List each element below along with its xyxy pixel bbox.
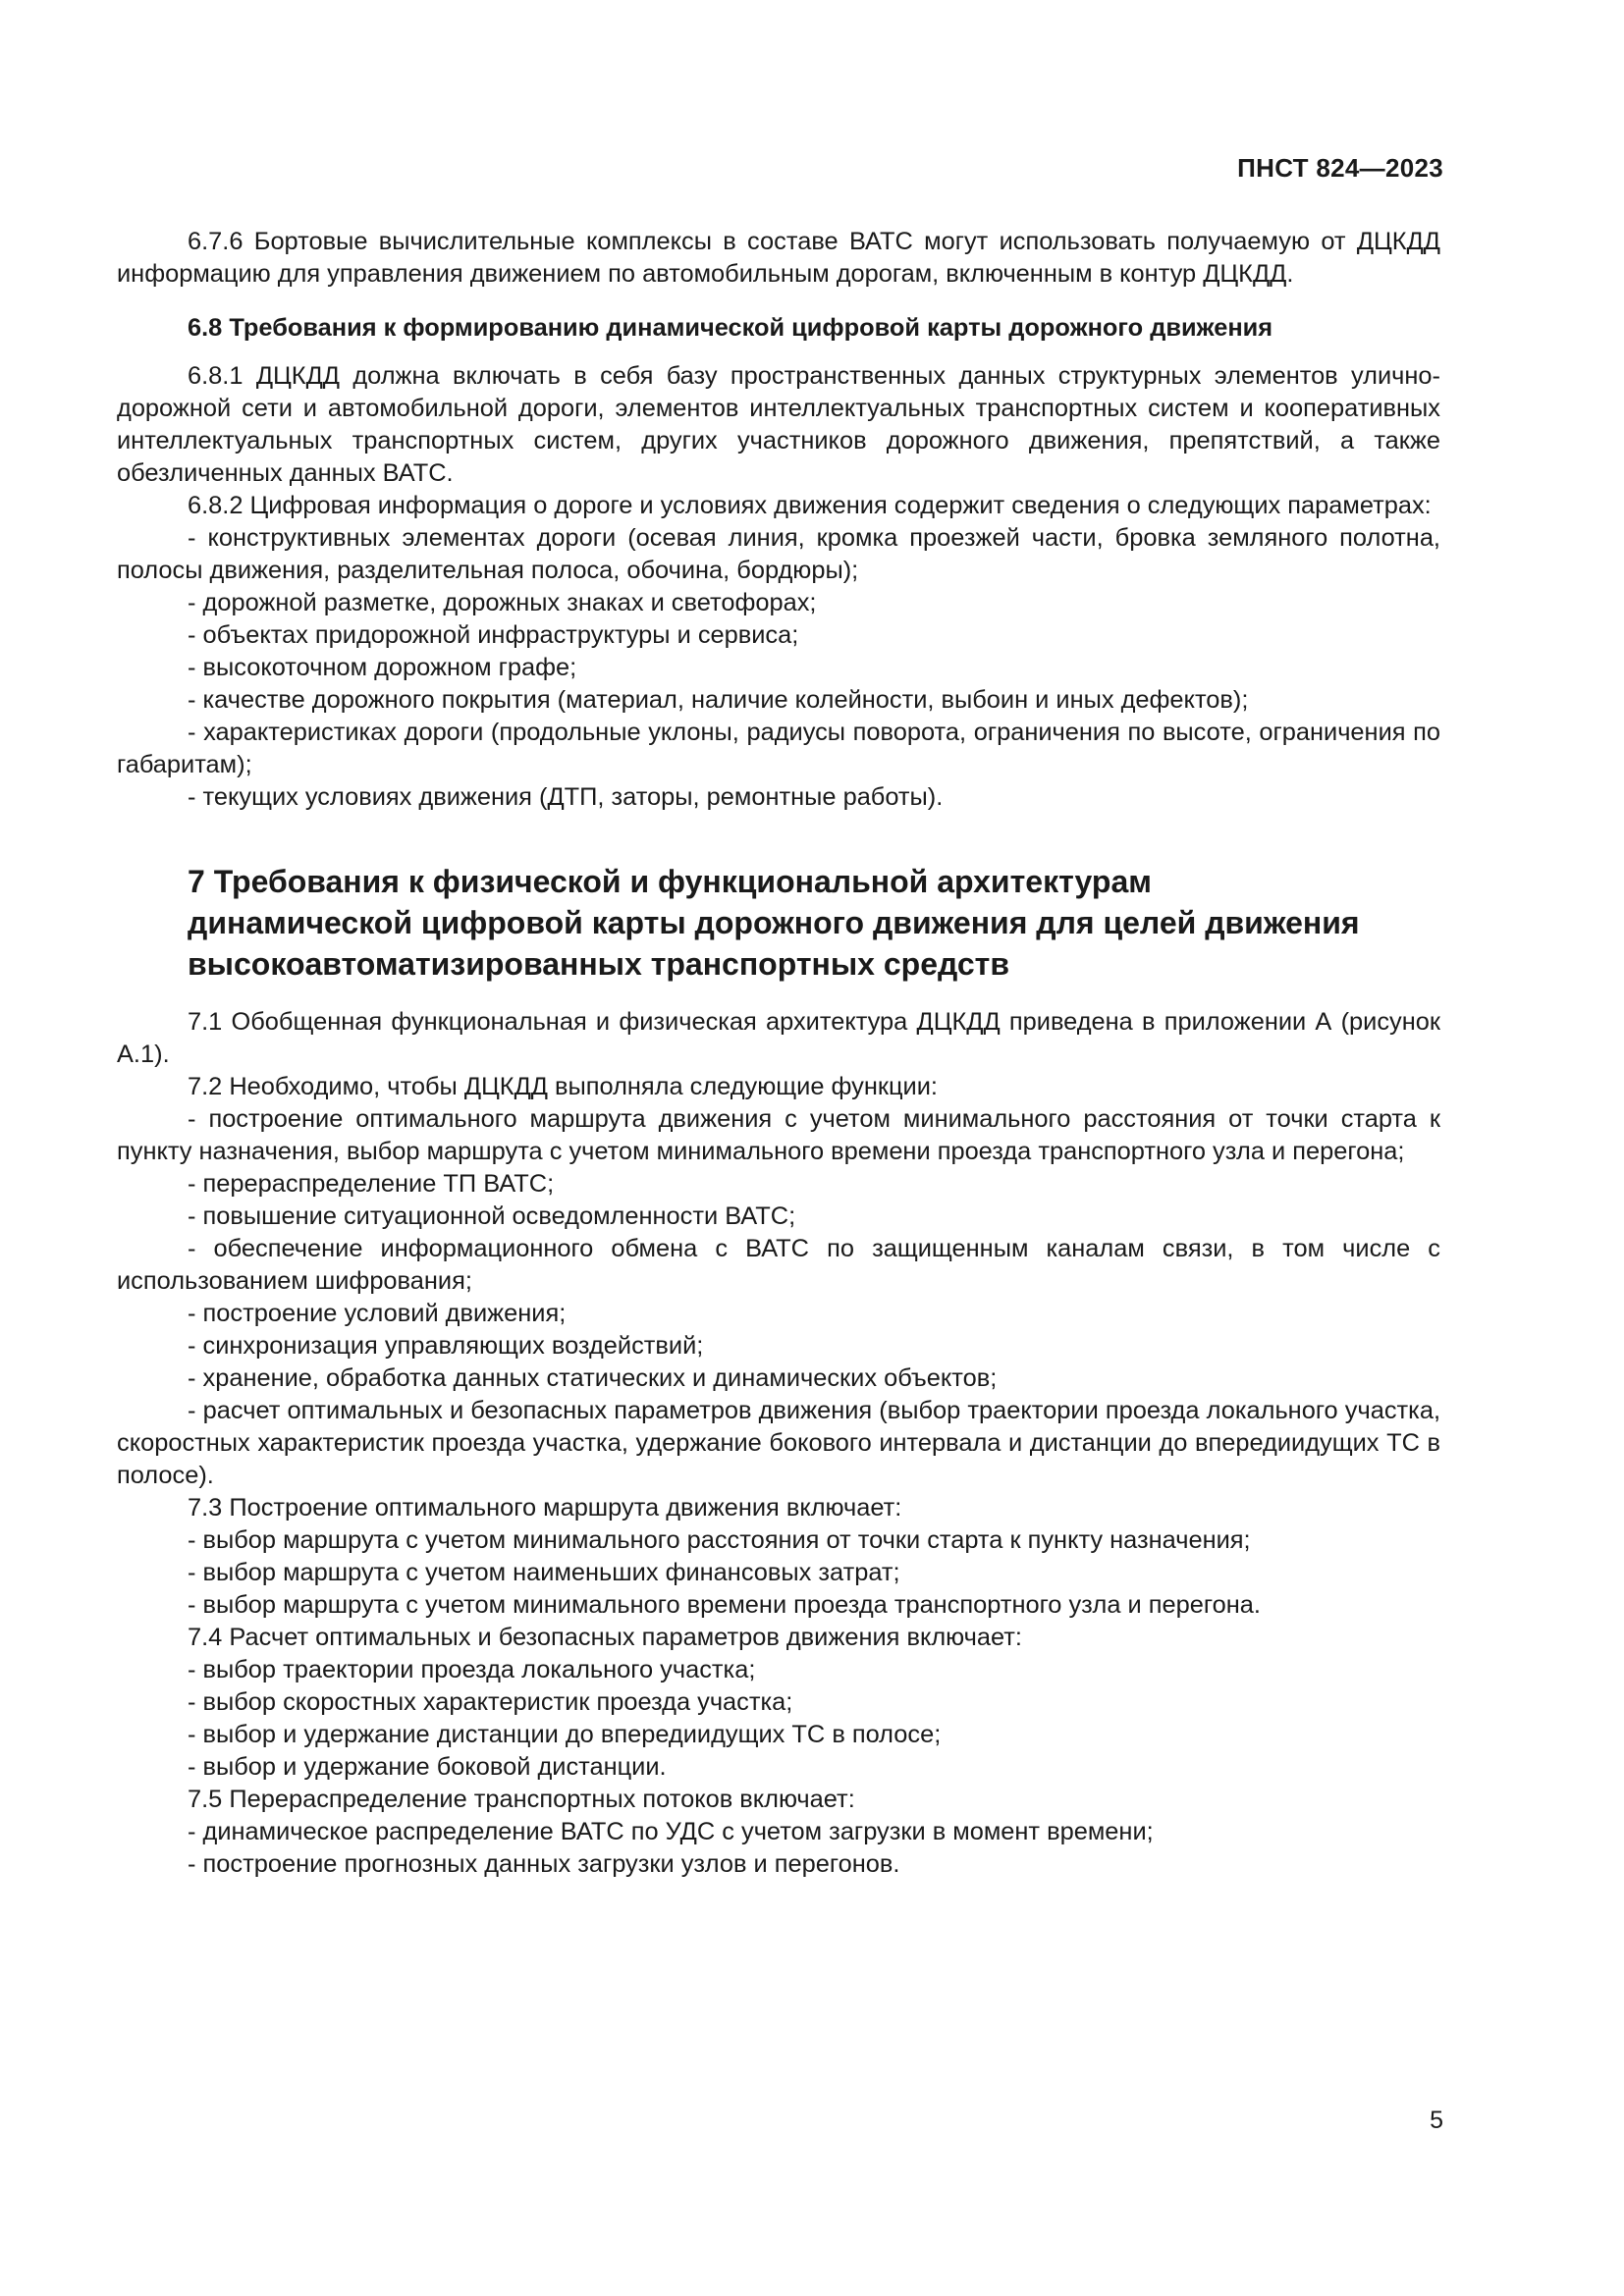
list-item: - текущих условиях движения (ДТП, заторы, ремонтные работы).: [188, 783, 944, 811]
section-title-line: динамической цифровой карты дорожного движения для целей движения: [188, 905, 1360, 940]
list-item: - расчет оптимальных и безопасных параметров движения (выбор траектории проезда локального участка, скоростных характеристик проезда участка, удержание бокового интервала и дистанции до впередиидущих ТС в полосе).: [117, 1397, 1440, 1489]
paragraph-6-7-6: 6.7.6 Бортовые вычислительные комплексы в составе ВАТС могут использовать получаемую от ДЦКДД информацию для управления движением по автомобильным дорогам, включенным в контур ДЦКДД.: [117, 228, 1440, 288]
list-item: - высокоточном дорожном графе;: [188, 654, 577, 681]
list-item: - построение прогнозных данных загрузки узлов и перегонов.: [188, 1850, 900, 1878]
section-title-7: [117, 861, 1440, 985]
list-item: - повышение ситуационной осведомленности ВАТС;: [188, 1202, 796, 1230]
list-item: - выбор скоростных характеристик проезда участка;: [188, 1688, 793, 1716]
list-item: - выбор и удержание дистанции до впередиидущих ТС в полосе;: [188, 1721, 942, 1748]
list-item: - объектах придорожной инфраструктуры и сервиса;: [188, 621, 799, 649]
subsection-heading-6-8: 6.8 Требования к формированию динамической цифровой карты дорожного движения: [188, 314, 1273, 342]
paragraph-7-4: 7.4 Расчет оптимальных и безопасных параметров движения включает:: [188, 1624, 1022, 1651]
list-item: - выбор маршрута с учетом наименьших финансовых затрат;: [188, 1559, 900, 1586]
list-item: - хранение, обработка данных статических и динамических объектов;: [188, 1364, 998, 1392]
list-item: - дорожной разметке, дорожных знаках и светофорах;: [188, 589, 817, 616]
paragraph-7-2: 7.2 Необходимо, чтобы ДЦКДД выполняла следующие функции:: [188, 1073, 938, 1100]
section-title-line: 7 Требования к физической и функциональной архитектурам: [188, 864, 1152, 899]
list-item: - синхронизация управляющих воздействий;: [188, 1332, 704, 1360]
page-body: [117, 226, 1440, 1881]
list-item: - качестве дорожного покрытия (материал, наличие колейности, выбоин и иных дефектов);: [188, 686, 1249, 714]
list-item: - обеспечение информационного обмена с ВАТС по защищенным каналам связи, в том числе с использованием шифрования;: [117, 1235, 1440, 1295]
list-item: - выбор и удержание боковой дистанции.: [188, 1753, 667, 1781]
list-item: - динамическое распределение ВАТС по УДС с учетом загрузки в момент времени;: [188, 1818, 1154, 1845]
paragraph-7-5: 7.5 Перераспределение транспортных потоков включает:: [188, 1786, 855, 1813]
list-item: - построение условий движения;: [188, 1300, 567, 1327]
list-item: - построение оптимального маршрута движения с учетом минимального расстояния от точки старта к пункту назначения, выбор маршрута с учетом минимального времени проезда транспортного узла и перегона;: [117, 1105, 1440, 1165]
list-item: - характеристиках дороги (продольные уклоны, радиусы поворота, ограничения по высоте, ограничения по габаритам);: [117, 719, 1440, 778]
page-number: 5: [1430, 2107, 1443, 2134]
paragraph-6-8-2: 6.8.2 Цифровая информация о дороге и условиях движения содержит сведения о следующих параметрах:: [188, 492, 1432, 519]
list-item: - перераспределение ТП ВАТС;: [188, 1170, 555, 1198]
list-item: - выбор маршрута с учетом минимального расстояния от точки старта к пункту назначения;: [188, 1526, 1251, 1554]
document-id: ПНСТ 824—2023: [1237, 153, 1443, 183]
section-title-line: высокоавтоматизированных транспортных средств: [188, 946, 1010, 982]
list-item: - конструктивных элементах дороги (осевая линия, кромка проезжей части, бровка земляного полотна, полосы движения, разделительная полоса, обочина, бордюры);: [117, 524, 1440, 584]
list-item: - выбор траектории проезда локального участка;: [188, 1656, 756, 1683]
paragraph-6-8-1: 6.8.1 ДЦКДД должна включать в себя базу пространственных данных структурных элементов улично-дорожной сети и автомобильной дороги, элементов интеллектуальных транспортных систем и кооперативных интеллектуальных транспортных систем, других участников дорожного движения, препятствий, а также обезличенных данных ВАТС.: [117, 362, 1440, 487]
paragraph-7-1: 7.1 Обобщенная функциональная и физическая архитектура ДЦКДД приведена в приложении А (рисунок А.1).: [117, 1008, 1440, 1068]
list-item: - выбор маршрута с учетом минимального времени проезда транспортного узла и перегона.: [188, 1591, 1261, 1619]
paragraph-7-3: 7.3 Построение оптимального маршрута движения включает:: [188, 1494, 902, 1522]
